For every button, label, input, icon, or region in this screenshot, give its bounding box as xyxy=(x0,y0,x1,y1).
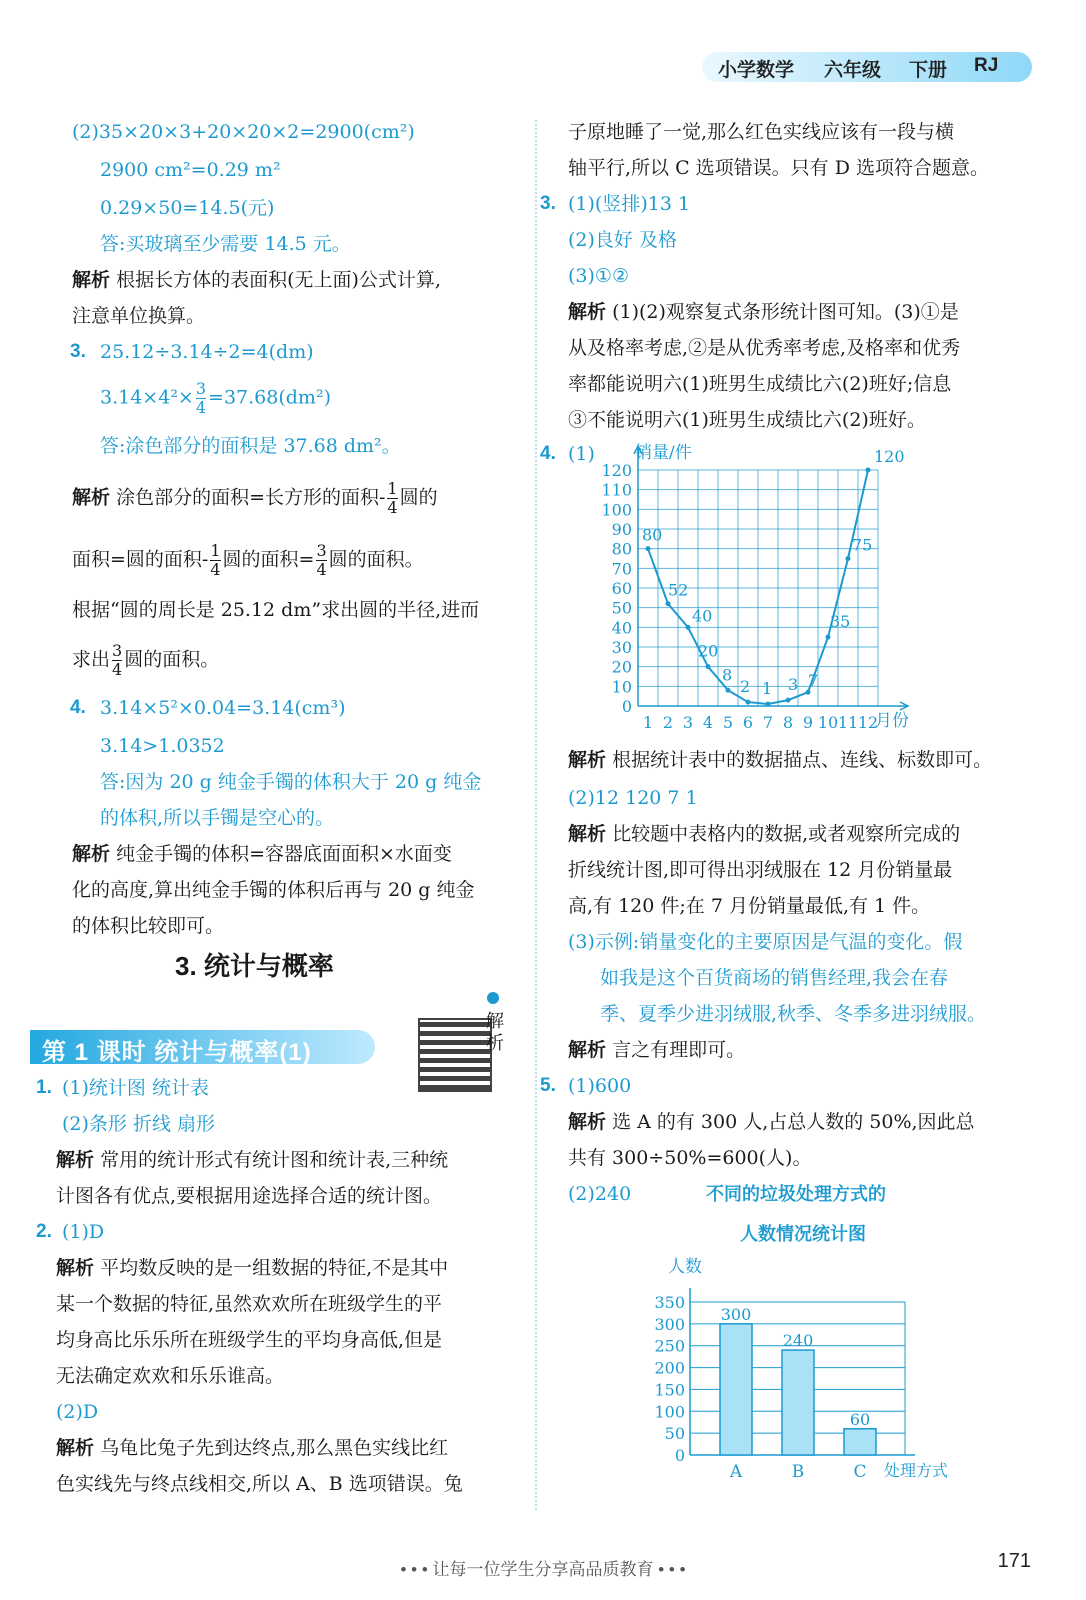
analysis-text: 纯金手镯的体积=容器底面面积×水面变 xyxy=(116,843,452,865)
answer-line: 答:涂色部分的面积是 37.68 dm²。 xyxy=(100,435,401,457)
answer-line: 答:买玻璃至少需要 14.5 元。 xyxy=(100,233,351,255)
section-title: 3. 统计与概率 xyxy=(175,951,334,981)
analysis-text: 根据统计表中的数据描点、连线、标数即可。 xyxy=(612,749,993,771)
analysis-text: 平均数反映的是一组数据的特征,不是其中 xyxy=(100,1257,449,1279)
y-tick-label: 50 xyxy=(664,1424,685,1444)
bar-A xyxy=(720,1324,752,1455)
header-edition: RJ xyxy=(974,55,999,76)
lesson-title: 第 1 课时 统计与概率(1) xyxy=(42,1039,312,1066)
analysis-text: 化的高度,算出纯金手镯的体积后再与 20 g 纯金 xyxy=(72,879,475,901)
answer-line: 2900 cm²=0.29 m² xyxy=(100,159,281,181)
line-chart xyxy=(590,440,940,740)
data-point xyxy=(666,601,671,606)
qr-label: 解析 xyxy=(486,1011,504,1053)
x-tick-label: 2 xyxy=(662,713,674,732)
analysis-label: 解析 xyxy=(56,1149,95,1171)
analysis-label: 解析 xyxy=(56,1437,95,1459)
y-tick-label: 0 xyxy=(674,1446,685,1465)
data-label: 7 xyxy=(808,671,819,691)
data-label: 35 xyxy=(830,612,851,632)
answer-line: (1) xyxy=(568,443,595,465)
data-point xyxy=(806,690,811,695)
x-tick-label: 5 xyxy=(722,713,734,732)
analysis-text: 子原地睡了一觉,那么红色实线应该有一段与横 xyxy=(568,121,955,143)
line-chart-x-label: 月份 xyxy=(875,711,909,731)
analysis-label: 解析 xyxy=(72,269,111,291)
bar-value-label: 60 xyxy=(849,1409,871,1429)
answer-line: (1)统计图 统计表 xyxy=(62,1077,209,1099)
answer-line: 答:因为 20 g 纯金手镯的体积大于 20 g 纯金 xyxy=(100,771,482,793)
bar-chart-title-line1: 不同的垃圾处理方式的 xyxy=(706,1184,886,1204)
y-tick-label: 50 xyxy=(611,598,632,618)
analysis-label: 解析 xyxy=(568,749,607,771)
x-tick-label: 4 xyxy=(702,713,714,732)
answer-line: (3)示例:销量变化的主要原因是气温的变化。假 xyxy=(568,931,963,953)
data-point xyxy=(706,664,711,669)
data-label: 40 xyxy=(692,606,713,626)
data-point xyxy=(846,556,851,561)
y-tick-label: 200 xyxy=(654,1358,685,1378)
header-subject: 小学数学 xyxy=(718,60,795,81)
bar-chart-y-label: 人数 xyxy=(668,1257,702,1277)
data-point xyxy=(766,702,771,707)
answer-line: 3.14×4²× $\frac{3}{4}$ =37.68(dm²) xyxy=(100,379,331,417)
data-label: 120 xyxy=(874,447,905,466)
analysis-label: 解析 xyxy=(568,1039,607,1061)
data-point xyxy=(786,698,791,703)
analysis-text: 某一个数据的特征,虽然欢欢所在班级学生的平 xyxy=(56,1293,443,1315)
analysis-text: 的体积比较即可。 xyxy=(72,915,225,937)
x-tick-label: 10 xyxy=(817,713,839,732)
x-tick-label: 12 xyxy=(857,713,879,732)
header-banner xyxy=(702,52,1032,82)
x-tick-label: A xyxy=(729,1462,743,1482)
question-number: 1. xyxy=(36,1077,52,1098)
answer-line: (1)D xyxy=(62,1221,105,1243)
analysis-text: 共有 300÷50%=600(人)。 xyxy=(568,1147,812,1169)
answer-line: 25.12÷3.14÷2=4(dm) xyxy=(100,341,314,363)
analysis-label: 解析 xyxy=(568,1111,607,1133)
y-tick-label: 300 xyxy=(654,1314,685,1334)
question-number: 4. xyxy=(70,697,86,718)
answer-line: 0.29×50=14.5(元) xyxy=(100,197,275,219)
y-tick-label: 110 xyxy=(601,480,632,500)
analysis-text: (1)(2)观察复式条形统计图可知。(3)①是 xyxy=(612,301,959,323)
answer-line: (2)D xyxy=(56,1401,99,1423)
y-tick-label: 70 xyxy=(611,559,632,579)
analysis-text: 言之有理即可。 xyxy=(612,1039,746,1061)
bar-chart-x-label: 处理方式 xyxy=(884,1461,949,1480)
y-tick-label: 0 xyxy=(621,697,632,716)
y-tick-label: 80 xyxy=(611,539,632,559)
answer-line: 如我是这个百货商场的销售经理,我会在春 xyxy=(600,967,949,989)
bar-value-label: 240 xyxy=(782,1331,814,1351)
data-label: 8 xyxy=(722,665,733,685)
bar-chart-title-line2: 人数情况统计图 xyxy=(740,1224,866,1244)
question-number: 2. xyxy=(36,1221,52,1242)
bar-C xyxy=(844,1429,876,1455)
x-tick-label: C xyxy=(853,1462,867,1482)
analysis-text: ③不能说明六(1)班男生成绩比六(2)班好。 xyxy=(568,409,926,431)
analysis-text: 根据“圆的周长是 25.12 dm”求出圆的半径,进而 xyxy=(72,599,480,621)
analysis-text: 比较题中表格内的数据,或者观察所完成的 xyxy=(612,823,961,845)
analysis-label: 解析 xyxy=(56,1257,95,1279)
question-number: 5. xyxy=(540,1075,556,1096)
y-tick-label: 90 xyxy=(611,520,632,539)
data-label: 1 xyxy=(762,679,773,699)
bar-B xyxy=(782,1350,814,1455)
x-tick-label: B xyxy=(791,1462,805,1482)
data-point xyxy=(646,546,651,551)
y-tick-label: 100 xyxy=(601,500,632,520)
analysis-text: 常用的统计形式有统计图和统计表,三种统 xyxy=(100,1149,449,1171)
x-tick-label: 9 xyxy=(802,713,814,732)
analysis-text: 选 A 的有 300 人,占总人数的 50%,因此总 xyxy=(612,1111,975,1133)
analysis-text: 面积=圆的面积- $\frac{1}{4}$ 圆的面积= $\frac{3}{4}$ 圆的面积。 xyxy=(72,541,424,579)
analysis-text: 根据长方体的表面积(无上面)公式计算, xyxy=(116,269,441,291)
answer-line: 3.14×5²×0.04=3.14(cm³) xyxy=(100,697,346,719)
data-label: 52 xyxy=(668,580,689,600)
bar-chart xyxy=(640,1250,970,1485)
qr-code[interactable] xyxy=(418,1018,492,1092)
y-tick-label: 100 xyxy=(654,1402,685,1422)
analysis-label: 解析 xyxy=(72,843,111,865)
data-point xyxy=(686,625,691,630)
y-tick-label: 20 xyxy=(611,657,632,677)
y-tick-label: 350 xyxy=(654,1293,685,1312)
line-chart-y-label: 销量/件 xyxy=(635,443,692,463)
x-tick-label: 6 xyxy=(742,713,754,732)
analysis-text: 乌龟比兔子先到达终点,那么黑色实线比红 xyxy=(100,1437,449,1459)
footer-slogan: • • • 让每一位学生分享高品质教育 • • • xyxy=(400,1560,686,1579)
data-label: 2 xyxy=(740,677,751,697)
column-divider xyxy=(535,120,537,1510)
answer-line: (2)35×20×3+20×20×2=2900(cm²) xyxy=(72,121,415,143)
analysis-text: 色实线先与终点线相交,所以 A、B 选项错误。兔 xyxy=(56,1473,463,1495)
data-point xyxy=(746,700,751,705)
x-tick-label: 11 xyxy=(837,713,859,732)
answer-line: (1)600 xyxy=(568,1075,632,1097)
analysis-text: 率都能说明六(1)班男生成绩比六(2)班好;信息 xyxy=(568,373,952,395)
answer-line: (2)12 120 7 1 xyxy=(568,787,698,809)
answer-line: (2)良好 及格 xyxy=(568,229,677,251)
y-tick-label: 40 xyxy=(611,618,632,638)
data-point xyxy=(726,688,731,693)
question-number: 3. xyxy=(540,193,556,214)
answer-line: (3)①② xyxy=(568,265,629,287)
data-label: 80 xyxy=(642,525,663,545)
analysis-text: 计图各有优点,要根据用途选择合适的统计图。 xyxy=(56,1185,443,1207)
y-tick-label: 10 xyxy=(611,677,632,697)
data-label: 20 xyxy=(698,641,719,661)
y-tick-label: 150 xyxy=(654,1380,685,1400)
answer-line: (1)(竖排)13 1 xyxy=(568,193,691,215)
analysis-text: 无法确定欢欢和乐乐谁高。 xyxy=(56,1365,285,1387)
bar-value-label: 300 xyxy=(720,1304,752,1324)
analysis-text: 注意单位换算。 xyxy=(72,305,206,327)
lesson-title-bar xyxy=(30,1030,375,1064)
answer-line: 季、夏季少进羽绒服,秋季、冬季多进羽绒服。 xyxy=(600,1003,987,1025)
analysis-text: 解析 涂色部分的面积=长方形的面积- $\frac{1}{4}$ 圆的 xyxy=(72,479,438,517)
x-tick-label: 1 xyxy=(642,713,654,732)
x-tick-label: 7 xyxy=(762,713,774,732)
question-number: 3. xyxy=(70,341,86,362)
header-grade: 六年级 xyxy=(824,60,882,81)
answer-line: (2)条形 折线 扇形 xyxy=(62,1113,215,1135)
y-tick-label: 250 xyxy=(654,1336,685,1356)
y-tick-label: 60 xyxy=(611,579,632,598)
answer-line: 的体积,所以手镯是空心的。 xyxy=(100,807,335,829)
y-tick-label: 30 xyxy=(611,638,632,657)
analysis-text: 从及格率考虑,②是从优秀率考虑,及格率和优秀 xyxy=(568,337,961,359)
analysis-text: 轴平行,所以 C 选项错误。只有 D 选项符合题意。 xyxy=(568,157,989,179)
data-label: 3 xyxy=(788,675,799,695)
play-icon xyxy=(487,992,499,1004)
analysis-text: 折线统计图,即可得出羽绒服在 12 月份销量最 xyxy=(568,859,953,881)
answer-line: 3.14>1.0352 xyxy=(100,735,225,757)
data-point xyxy=(866,468,871,473)
analysis-text: 高,有 120 件;在 7 月份销量最低,有 1 件。 xyxy=(568,895,931,917)
page-number: 171 xyxy=(997,1550,1031,1572)
analysis-text: 均身高比乐乐所在班级学生的平均身高低,但是 xyxy=(56,1329,443,1351)
data-point xyxy=(826,635,831,640)
x-tick-label: 8 xyxy=(782,713,794,732)
analysis-label: 解析 xyxy=(568,301,607,323)
data-label: 75 xyxy=(852,535,873,555)
answer-line: (2)240 xyxy=(568,1183,632,1205)
y-tick-label: 120 xyxy=(601,461,632,480)
analysis-label: 解析 xyxy=(568,823,607,845)
question-number: 4. xyxy=(540,443,556,464)
analysis-text: 求出 $\frac{3}{4}$ 圆的面积。 xyxy=(72,641,220,679)
x-tick-label: 3 xyxy=(682,713,694,732)
header-volume: 下册 xyxy=(909,60,948,81)
